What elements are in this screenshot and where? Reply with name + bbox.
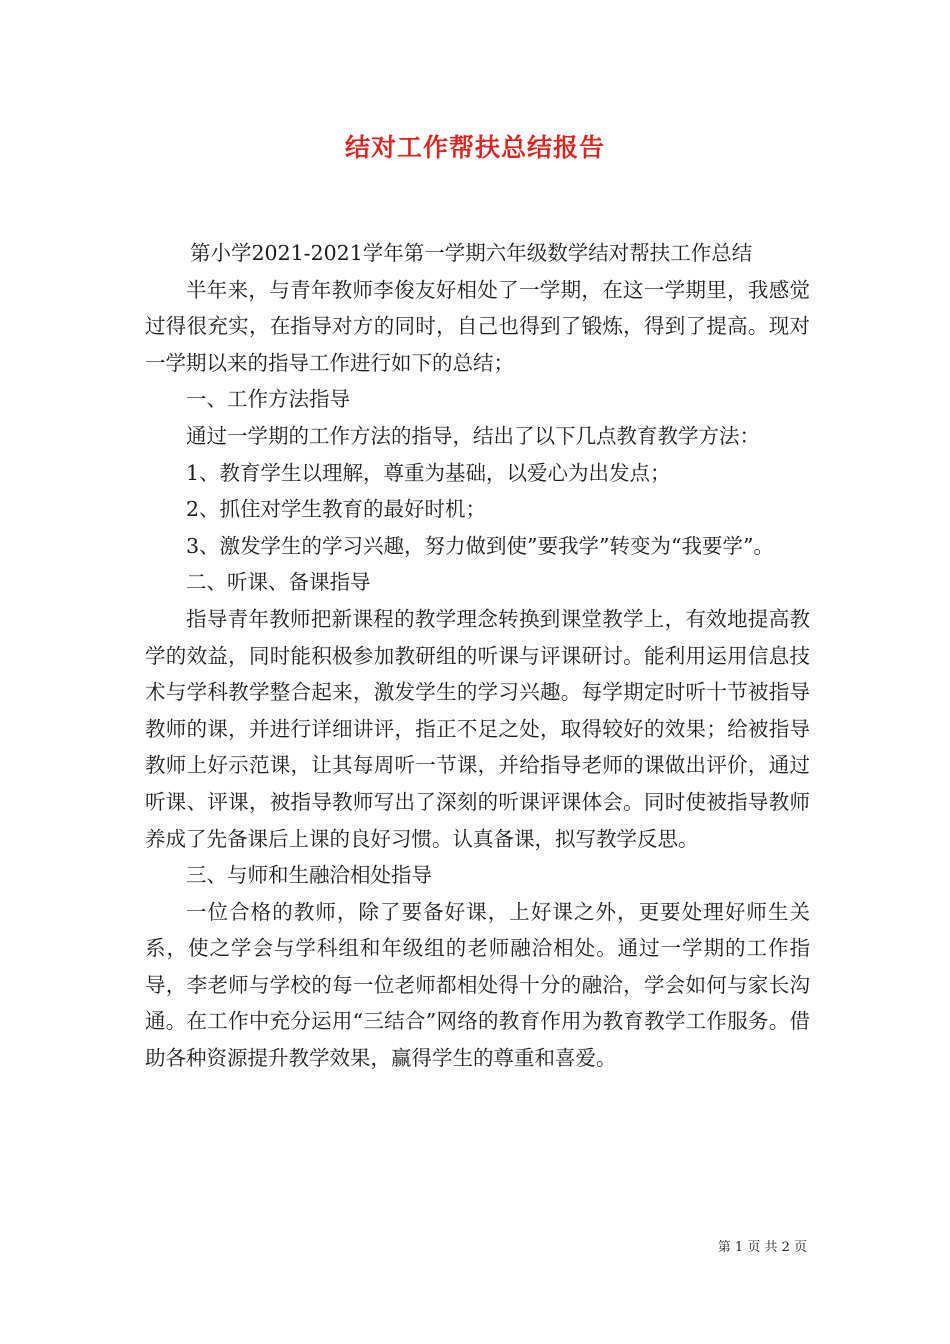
document-body	[145, 235, 810, 1077]
list-item: 1、教育学生以理解，尊重为基础，以爱心为出发点；	[186, 460, 671, 485]
document-title: 结对工作帮扶总结报告	[344, 133, 605, 162]
paragraph-intro: 半年来，与青年教师李俊友好相处了一学期，在这一学期里，我感觉过得很充实，在指导对方的同时，自己也得到了锻炼，得到了提高。现对一学期以来的指导工作进行如下的总结；	[145, 277, 810, 375]
paragraph: 指导青年教师把新课程的教学理念转换到课堂教学上，有效地提高教学的效益，同时能积极参加教研组的听课与评课研讨。能利用运用信息技术与学科教学整合起来，激发学生的学习兴趣。每学期定时听十节被指导教师的课，并进行详细讲评，指正不足之处，取得较好的效果；给被指导教师上好示范课，让其每周听一节课，并给指导老师的课做出评价，通过听课、评课，被指导教师写出了深刻的听课评课体会。同时使被指导教师养成了先备课后上课的良好习惯。认真备课，拟写教学反思。	[145, 606, 810, 851]
paragraph: 一位合格的教师，除了要备好课，上好课之外，更要处理好师生关系，使之学会与学科组和年级组的老师融洽相处。通过一学期的工作指导，李老师与学校的每一位老师都相处得十分的融洽，学会如何与家长沟通。在工作中充分运用“三结合”网络的教育作用为教育教学工作服务。借助各种资源提升教学效果，赢得学生的尊重和喜爱。	[145, 899, 810, 1071]
list-item: 2、抓住对学生教育的最好时机；	[186, 497, 487, 522]
section-heading-2: 二、听课、备课指导	[186, 570, 371, 595]
page-number: 第 1 页 共 2 页	[717, 1240, 807, 1255]
document-subtitle: 第小学2021-2021学年第一学期六年级数学结对帮扶工作总结	[190, 241, 753, 265]
section-heading-1: 一、工作方法指导	[186, 387, 350, 412]
paragraph: 通过一学期的工作方法的指导，结出了以下几点教育教学方法：	[186, 423, 760, 448]
list-item: 3、激发学生的学习兴趣，努力做到使”要我学”转变为“我要学”。	[186, 533, 774, 558]
section-heading-3: 三、与师和生融洽相处指导	[186, 863, 432, 888]
